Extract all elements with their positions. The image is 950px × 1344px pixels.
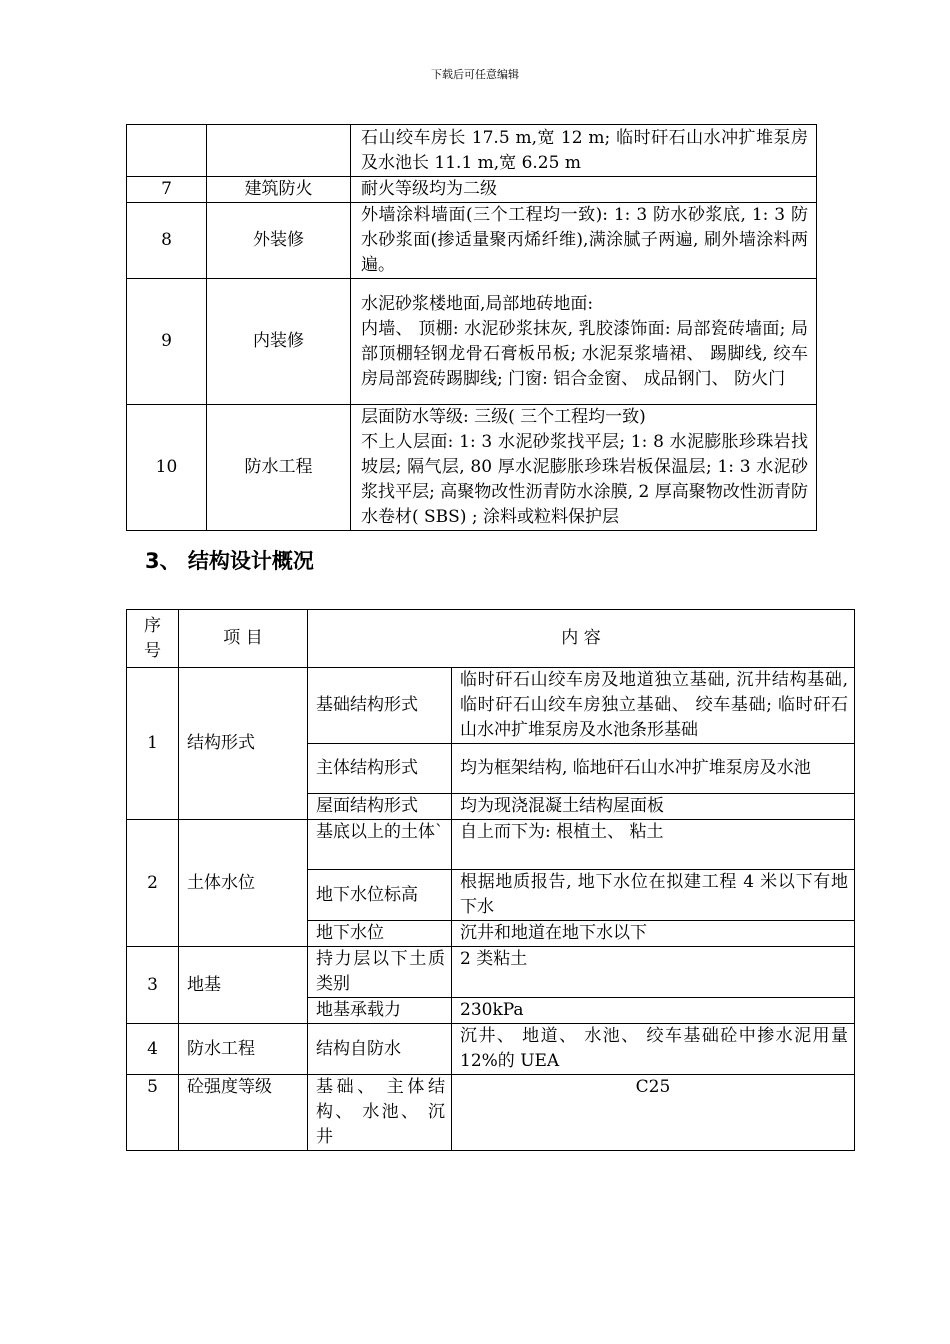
row-number: 8 [127,203,207,279]
structure-design-table [126,609,855,1151]
header-item: 项 目 [179,610,308,668]
table-row [127,203,817,279]
row-item [207,125,351,177]
sub-content: 230kPa [452,998,855,1024]
sub-item: 持力层以下土质类别 [308,947,452,998]
sub-content: 自上而下为: 根植土、 粘土 [452,820,855,870]
group-item: 砼强度等级 [179,1075,308,1151]
group-item: 防水工程 [179,1024,308,1075]
sub-item: 地下水位 [308,921,452,947]
content-line: 水泥砂浆楼地面,局部地砖地面: [361,293,594,314]
table-row [127,279,817,405]
header-content: 内 容 [308,610,855,668]
row-content: 耐火等级均为二级 [351,177,817,203]
group-item: 结构形式 [179,668,308,820]
row-content [351,279,817,405]
sub-content: 沉井、 地道、 水池、 绞车基础砼中掺水泥用量 12%的 UEA [452,1024,855,1075]
sub-content: C25 [452,1075,855,1151]
sub-content: 均为现浇混凝土结构屋面板 [452,794,855,820]
table-row [127,177,817,203]
row-item: 外装修 [207,203,351,279]
sub-item: 地基承载力 [308,998,452,1024]
row-number: 7 [127,177,207,203]
content-line: 层面防水等级: 三级( 三个工程均一致) [361,407,646,427]
row-content: 石山绞车房长 17.5 m,宽 12 m; 临时矸石山水冲扩堆泵房及水池长 11.1 m,宽 6.25 m [351,125,817,177]
sub-item: 地下水位标高 [308,870,452,921]
sub-item: 结构自防水 [308,1024,452,1075]
group-item: 地基 [179,947,308,1024]
table-row [127,1024,855,1075]
sub-item: 基础结构形式 [308,668,452,744]
sub-item: 主体结构形式 [308,744,452,794]
row-number: 9 [127,279,207,405]
row-content [351,405,817,531]
row-number: 10 [127,405,207,531]
row-number [127,125,207,177]
sub-content: 根据地质报告, 地下水位在拟建工程 4 米以下有地下水 [452,870,855,921]
row-item: 内装修 [207,279,351,405]
group-number: 2 [127,820,179,947]
row-item: 建筑防火 [207,177,351,203]
header-seq: 序号 [127,610,179,668]
group-number: 4 [127,1024,179,1075]
sub-content: 2 类粘土 [452,947,855,998]
content-line: 不上人层面: 1: 3 水泥砂浆找平层; 1: 8 水泥膨胀珍珠岩找坡层; 隔气层, 80 厚水泥膨胀珍珠岩板保温层; 1: 3 水泥砂浆找平层; 高聚物改性沥青防水涂膜, 2 厚高聚物改性沥青防水卷材( SBS) ; 涂料或粒料保护层 [361,432,808,527]
row-content: 外墙涂料墙面(三个工程均一致): 1: 3 防水砂浆底, 1: 3 防水砂浆面(掺适量聚丙烯纤维),满涂腻子两遍, 刷外墙涂料两遍。 [351,203,817,279]
building-overview-table [126,124,817,531]
sub-content: 均为框架结构, 临地矸石山水冲扩堆泵房及水池 [452,744,855,794]
content-line: 内墙、 顶棚: 水泥砂浆抹灰, 乳胶漆饰面: 局部瓷砖墙面; 局部顶棚轻钢龙骨石膏板吊板; 水泥泵浆墙裙、 踢脚线, 绞车房局部瓷砖踢脚线; 门窗: 铝合金窗、 成品钢门、 防火门 [361,318,808,389]
sub-item: 基底以上的土体` [308,820,452,870]
header-note: 下载后可任意编辑 [431,68,519,81]
sub-content: 沉井和地道在地下水以下 [452,921,855,947]
group-number: 1 [127,668,179,820]
sub-content: 临时矸石山绞车房及地道独立基础, 沉井结构基础, 临时矸石山绞车房独立基础、 绞车基础; 临时矸石山水冲扩堆泵房及水池条形基础 [452,668,855,744]
table-row [127,947,855,998]
sub-item: 基础、 主体结构、 水池、 沉井 [308,1075,452,1151]
section-title: 3、 结构设计概况 [145,549,314,573]
group-number: 3 [127,947,179,1024]
table-row [127,1075,855,1151]
group-item: 土体水位 [179,820,308,947]
table-row [127,668,855,744]
table-row [127,405,817,531]
sub-item: 屋面结构形式 [308,794,452,820]
table-row [127,820,855,870]
table-row [127,125,817,177]
table-header-row [127,610,855,668]
group-number: 5 [127,1075,179,1151]
row-item: 防水工程 [207,405,351,531]
